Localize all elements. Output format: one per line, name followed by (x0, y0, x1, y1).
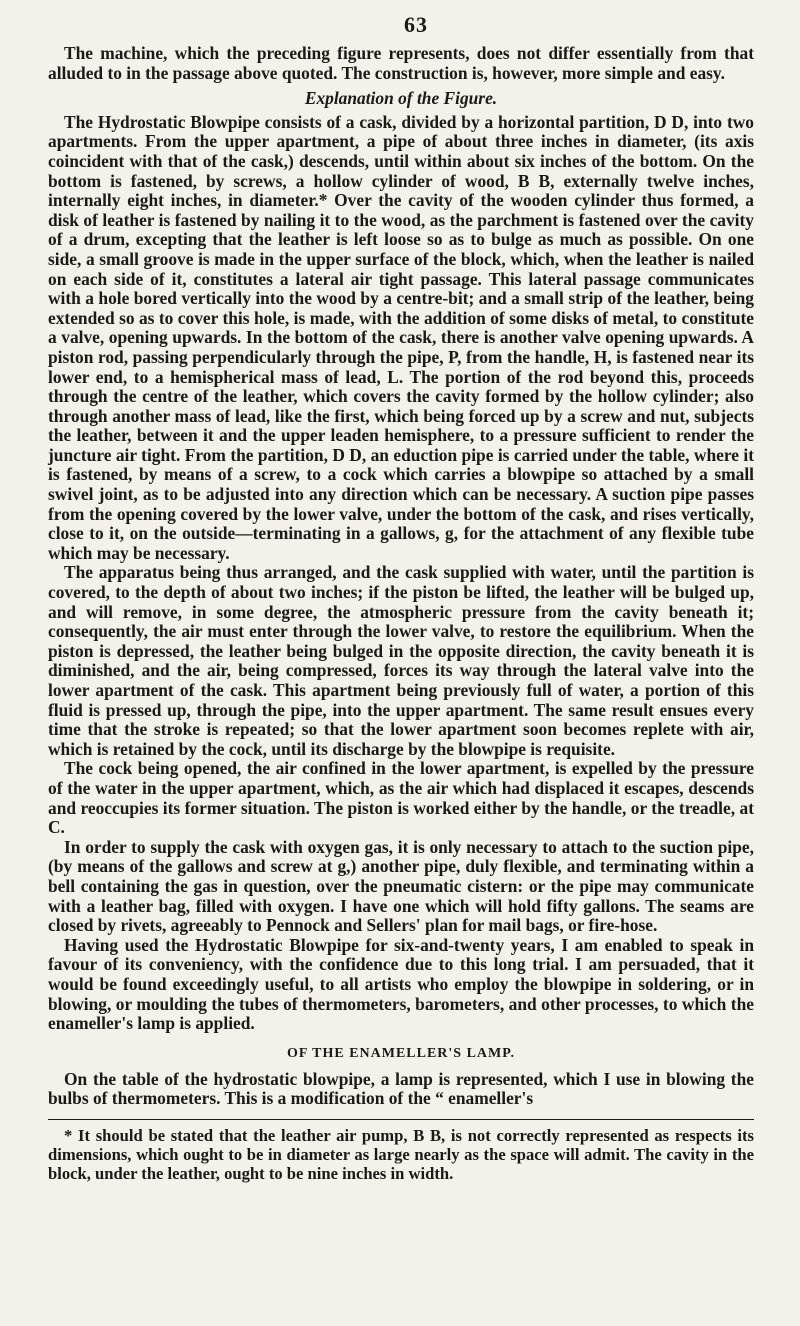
footnote (48, 1126, 754, 1183)
intro-paragraph: The machine, which the preceding figure represents, does not differ essentially from that alluded to in the passage above quoted. The construction is, however, more simple and easy. (48, 43, 754, 83)
body-paragraph-4: In order to supply the cask with oxygen gas, it is only necessary to attach to the suction pipe, (by means of the gallows and screw at g,) another pipe, duly flexible, and terminating within a bell containing the gas in question, over the pneumatic cistern: or the pipe may communicate with a leather bag, filled with oxygen. I have one which will hold fifty gallons. The seams are closed by rivets, agreeably to Pennock and Sellers' plan for mail bags, or fire-hose. (48, 836, 754, 936)
body-paragraph-1: The Hydrostatic Blowpipe consists of a cask, divided by a horizontal partition, D D, into two apartments. From the upper apartment, a pipe of about three inches in diameter, (its axis coincident with that of the cask,) descends, until within about six inches of the bottom. On the bottom is fastened, by screws, a hollow cylinder of wood, B B, externally twelve inches, internally eight inches, in diameter.* Over the cavity of the wooden cylinder thus formed, a disk of leather is fastened by nailing it to the wood, as the parchment is fastened over the cavity of a drum, excepting that the leather is left loose so as to bulge as much as possible. On one side, a small groove is made in the upper surface of the block, which, when the leather is nailed on each side of it, constitutes a lateral air tight passage. This lateral passage communicates with a hole bored vertically into the wood by a centre-bit; and a small strip of the leather, being extended so as to cover this hole, is made, with the addition of some disks of metal, to constitute a valve, opening upwards. In the bottom of the cask, there is another valve opening upwards. A piston rod, passing perpendicularly through the pipe, P, from the handle, H, is fastened near its lower end, to a hemispherical mass of lead, L. The portion of the rod beyond this, proceeds through the centre of the leather, which covers the cavity formed by the hollow cylinder; also through another mass of lead, like the first, which being forced up by a screw and nut, subjects the leather, between it and the upper leaden hemisphere, to a pressure sufficient to render the juncture air tight. From the partition, D D, an eduction pipe is carried under the table, where it is fastened, by means of a screw, to a cock which carries a blowpipe so attached by a small swivel joint, as to be adjusted into any direction which can be necessary. A suction pipe passes from the opening covered by the lower valve, under the bottom of the cask, and rises vertically, close to it, on the outside—terminating in a gallows, g, for the attachment of any flexible tube which may be necessary. (48, 111, 754, 563)
lamp-heading: OF THE ENAMELLER'S LAMP. (286, 1045, 516, 1061)
body-paragraph-5: Having used the Hydrostatic Blowpipe for six-and-twenty years, I am enabled to speak in favour of its conveniency, with the confidence due to this long trial. I am persuaded, that it would be found exceedingly useful, to all artists who employ the blowpipe in soldering, or in blowing, or moulding the tubes of thermometers, barometers, and other processes, to which the enameller's lamp is applied. (48, 934, 754, 1034)
lamp-paragraph: On the table of the hydrostatic blowpipe, a lamp is represented, which I use in blowing the bulbs of thermometers. This is a modification of the “ enameller's (48, 1068, 754, 1109)
section-title: Explanation of the Figure. (304, 88, 498, 109)
body-paragraph-3: The cock being opened, the air confined in the lower apartment, is expelled by the pressure of the water in the upper apartment, which, as the air which had displaced it escapes, descends and reoccupies its former situation. The piston is worked either by the handle, or the treadle, at C. (48, 758, 754, 838)
footnote-divider (48, 1119, 754, 1120)
footnote-text: * It should be stated that the leather air pump, B B, is not correctly represented as respects its dimensions, which ought to be in diameter as large nearly as the space will admit. The cavity in the block, under the leather, ought to be nine inches in width. (48, 1125, 754, 1183)
body-paragraph-2: The apparatus being thus arranged, and the cask supplied with water, until the partition is covered, to the depth of about two inches; if the piston be lifted, the leather will be bulged up, and will remove, in some degree, the atmospheric pressure from the cavity beneath it; consequently, the air must enter through the lower valve, to restore the equilibrium. When the piston is depressed, the leather being bulged in the opposite direction, the cavity beneath it is diminished, and the air, being compressed, forces its way through the lateral valve into the lower apartment of the cask. This apartment being previously full of water, a portion of this fluid is pressed up, through the pipe, into the upper apartment. The same result ensues every time that the stroke is repeated; so that the lower apartment soon becomes replete with air, which is retained by the cock, until its discharge by the blowpipe is requisite. (48, 562, 754, 759)
page-number: 63 (404, 12, 428, 37)
